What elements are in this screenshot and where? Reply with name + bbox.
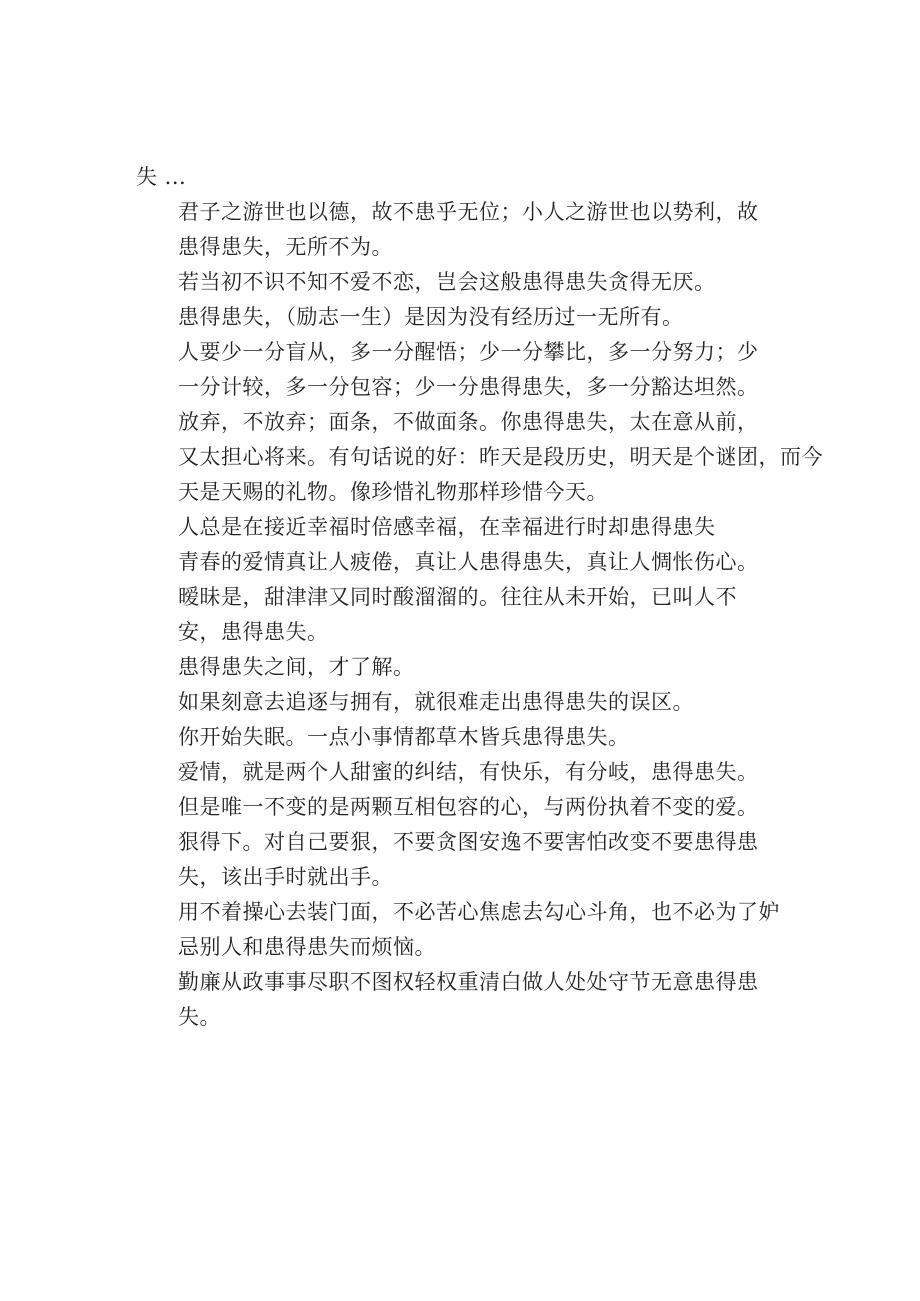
text-line: 如果刻意去追逐与拥有，就很难走出患得患失的误区。: [178, 690, 694, 714]
text-line: 失。: [178, 1005, 221, 1029]
text-line: 人总是在接近幸福时倍感幸福，在幸福进行时却患得患失: [178, 515, 716, 539]
text-line: 患得患失，无所不为。: [178, 235, 393, 259]
paragraph: [136, 685, 786, 720]
paragraph: [136, 160, 786, 195]
paragraph: [136, 545, 786, 580]
text-line: 用不着操心去装门面，不必苦心焦虑去勾心斗角，也不必为了妒: [178, 900, 780, 924]
text-line: 爱情，就是两个人甜蜜的纠结，有快乐，有分岐，患得患失。: [178, 760, 759, 784]
text-line: 人要少一分盲从，多一分醒悟；少一分攀比，多一分努力；少: [178, 340, 759, 364]
paragraph: [136, 195, 786, 265]
text-line: 你开始失眠。一点小事情都草木皆兵患得患失。: [178, 725, 630, 749]
text-line: 失 ...: [136, 165, 187, 189]
text-line: 勤廉从政事事尽职不图权轻权重清白做人处处守节无意患得患: [178, 970, 759, 994]
paragraph: [136, 580, 786, 650]
text-line: 君子之游世也以德，故不患乎无位；小人之游世也以势利，故: [178, 200, 759, 224]
text-line: 患得患失，（励志一生）是因为没有经历过一无所有。: [178, 305, 684, 329]
text-line: 狠得下。对自己要狠，不要贪图安逸不要害怕改变不要患得患: [178, 830, 759, 854]
text-line: 失，该出手时就出手。: [178, 865, 393, 889]
paragraph: [136, 755, 786, 825]
text-line: 忌别人和患得患失而烦恼。: [178, 935, 436, 959]
paragraph: [136, 825, 786, 895]
paragraph: [136, 335, 786, 405]
text-line: 若当初不识不知不爱不恋，岂会这般患得患失贪得无厌。: [178, 270, 716, 294]
paragraph: [136, 405, 823, 510]
paragraph: [136, 300, 786, 335]
paragraph: [136, 265, 786, 300]
document-body: [136, 160, 823, 1035]
text-line: 暧昧是，甜津津又同时酸溜溜的。往往从未开始，已叫人不: [178, 585, 737, 609]
paragraph: [136, 720, 786, 755]
paragraph: [136, 510, 786, 545]
text-line: 放弃，不放弃；面条，不做面条。你患得患失，太在意从前，: [178, 410, 759, 434]
paragraph: [136, 895, 786, 965]
text-line: 安，患得患失。: [178, 620, 329, 644]
paragraph: [136, 650, 786, 685]
text-line: 一分计较，多一分包容；少一分患得患失，多一分豁达坦然。: [178, 375, 759, 399]
text-line: 青春的爱情真让人疲倦，真让人患得患失，真让人惆怅伤心。: [178, 550, 759, 574]
text-line: 但是唯一不变的是两颗互相包容的心，与两份执着不变的爱。: [178, 795, 759, 819]
text-line: 患得患失之间，才了解。: [178, 655, 415, 679]
text-line: 又太担心将来。有句话说的好：昨天是段历史，明天是个谜团，而今: [178, 445, 823, 469]
text-line: 天是天赐的礼物。像珍惜礼物那样珍惜今天。: [178, 480, 608, 504]
paragraph: [136, 965, 786, 1035]
